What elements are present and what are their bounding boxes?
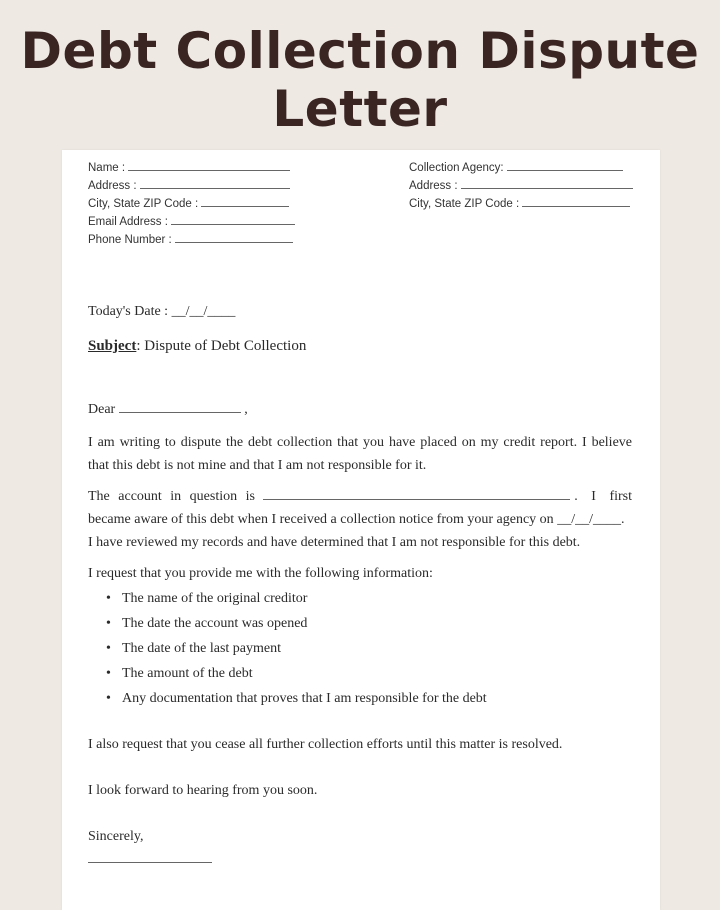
signoff: Sincerely,	[88, 829, 144, 844]
letter-sheet	[62, 150, 660, 910]
list-item: • The date of the last payment	[106, 636, 487, 661]
agency-name-label: Collection Agency:	[409, 162, 504, 174]
sender-phone-field[interactable]	[175, 232, 293, 243]
account-text-d: I have reviewed my records and have determined that I am not responsible for this debt.	[88, 535, 581, 550]
sender-city-row	[88, 196, 289, 210]
cease-paragraph: I also request that you cease all further collection efforts until this matter is resolved.	[88, 737, 563, 752]
sender-phone-label: Phone Number :	[88, 234, 172, 246]
sender-address-label: Address :	[88, 180, 137, 192]
request-list	[106, 586, 487, 711]
sender-name-row	[88, 160, 290, 174]
account-text-c: became aware of this debt when I received a collection notice from your agency on	[88, 512, 554, 527]
banner-title-line-2: Letter	[272, 80, 448, 138]
sender-address-row	[88, 178, 290, 192]
list-item: • The amount of the debt	[106, 661, 487, 686]
sender-name-label: Name :	[88, 162, 126, 174]
salutation-word: Dear	[88, 402, 116, 417]
agency-name-field[interactable]	[507, 160, 623, 171]
subject-row	[88, 338, 306, 355]
sender-city-label: City, State ZIP Code :	[88, 198, 199, 210]
account-number-field[interactable]	[263, 489, 570, 500]
sender-email-label: Email Address :	[88, 216, 168, 228]
intro-paragraph: I am writing to dispute the debt collection that you have placed on my credit report. I believe that this debt is not mine and that I am not responsible for it.	[88, 435, 632, 473]
signature-line[interactable]	[88, 862, 212, 863]
sender-name-field[interactable]	[128, 160, 290, 171]
salutation-row	[88, 402, 248, 418]
list-item: • The date the account was opened	[106, 611, 487, 636]
sender-phone-row	[88, 232, 293, 246]
date-label: Today's Date :	[88, 304, 169, 319]
agency-city-field[interactable]	[522, 196, 630, 207]
account-text-b: . I first	[574, 489, 632, 504]
agency-city-label: City, State ZIP Code :	[409, 198, 520, 210]
list-item: • Any documentation that proves that I am responsible for the debt	[106, 686, 487, 711]
banner-title	[0, 22, 720, 138]
salutation-comma: ,	[244, 402, 248, 417]
date-field[interactable]: __/__/____	[171, 304, 236, 319]
request-intro: I request that you provide me with the following information:	[88, 566, 433, 581]
agency-city-row	[409, 196, 630, 210]
sender-email-row	[88, 214, 295, 228]
date-row	[88, 304, 235, 320]
account-line-2	[88, 508, 632, 531]
agency-address-label: Address :	[409, 180, 458, 192]
recipient-name-field[interactable]	[119, 402, 241, 413]
agency-address-field[interactable]	[461, 178, 633, 189]
closing-paragraph: I look forward to hearing from you soon.	[88, 783, 318, 798]
subject-text: : Dispute of Debt Collection	[136, 338, 307, 354]
sender-address-field[interactable]	[140, 178, 290, 189]
agency-address-row	[409, 178, 633, 192]
notice-date-field[interactable]: __/__/____.	[557, 512, 625, 527]
sender-email-field[interactable]	[171, 214, 295, 225]
agency-name-row	[409, 160, 623, 174]
banner-title-line-1: Debt Collection Dispute	[20, 22, 700, 80]
list-item: • The name of the original creditor	[106, 586, 487, 611]
sender-city-field[interactable]	[201, 196, 289, 207]
account-text-a: The account in question is	[88, 489, 255, 504]
account-paragraph	[88, 485, 632, 554]
account-line-1	[88, 485, 632, 508]
subject-label: Subject	[88, 338, 137, 354]
